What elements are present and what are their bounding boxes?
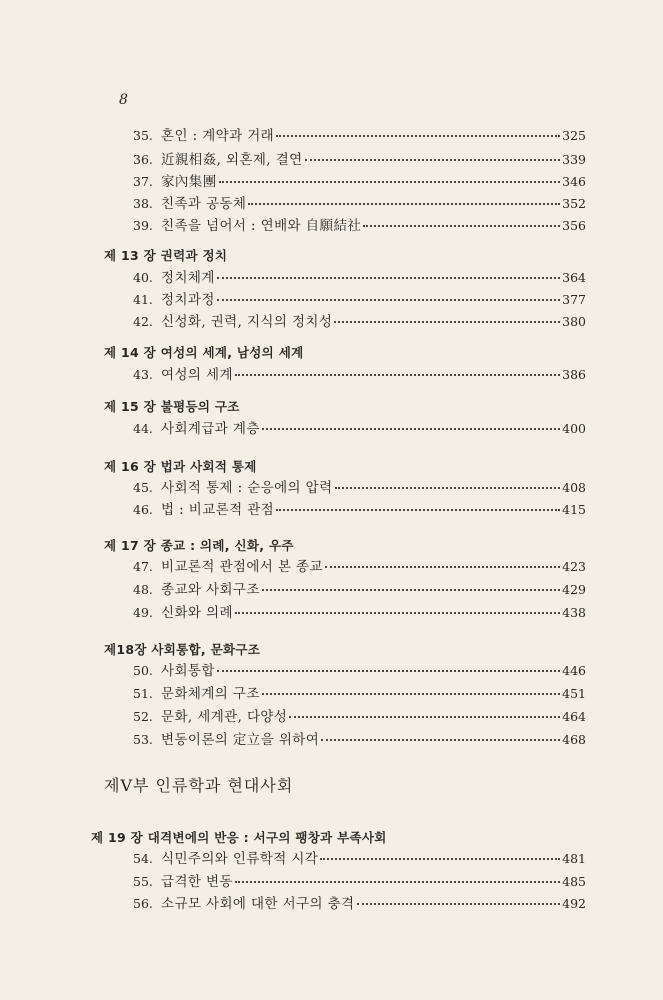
chapter-heading: 제 13 장 권력과 정치 (104, 248, 228, 263)
page-number: 8 (119, 92, 128, 108)
entry-number: 36. (133, 152, 153, 167)
entry-number: 38. (133, 196, 153, 211)
entry-number: 48. (133, 582, 153, 597)
entry-page: 325 (562, 128, 586, 143)
dot-leader (276, 509, 560, 511)
dot-leader (357, 903, 561, 905)
toc-entry (133, 288, 586, 308)
entry-title: 식민주의와 인류학적 시각 (161, 851, 319, 867)
dot-leader (262, 589, 560, 591)
entry-page: 415 (562, 502, 586, 517)
entry-page: 423 (562, 559, 586, 574)
entry-title: 문화, 세계관, 다양성 (161, 709, 288, 725)
entry-number: 55. (133, 874, 153, 889)
entry-page: 364 (562, 270, 586, 285)
chapter-heading: 제 16 장 법과 사회적 통제 (104, 459, 257, 474)
entry-title: 家內集團 (161, 174, 217, 190)
entry-number: 51. (133, 686, 153, 701)
dot-leader (335, 487, 561, 489)
dot-leader (235, 612, 560, 614)
entry-page: 400 (562, 421, 586, 436)
entry-page: 356 (562, 218, 586, 233)
entry-page: 492 (562, 896, 586, 911)
entry-number: 53. (133, 732, 153, 747)
entry-page: 408 (562, 480, 586, 495)
toc-entry (133, 363, 586, 383)
entry-title: 친족과 공동체 (161, 196, 247, 212)
entry-title: 정치체계 (161, 270, 215, 286)
entry-title: 신화와 의례 (161, 605, 233, 621)
entry-number: 42. (133, 314, 153, 329)
dot-leader (217, 277, 560, 279)
toc-entry (133, 476, 586, 496)
entry-number: 41. (133, 292, 153, 307)
entry-title: 사회계급과 계층 (161, 421, 260, 437)
entry-number: 44. (133, 421, 153, 436)
dot-leader (289, 716, 560, 718)
entry-page: 468 (562, 732, 586, 747)
toc-entry (133, 148, 586, 168)
dot-leader (235, 374, 560, 376)
entry-page: 377 (562, 292, 586, 307)
entry-number: 40. (133, 270, 153, 285)
entry-title: 사회통합 (161, 663, 215, 679)
entry-number: 37. (133, 174, 153, 189)
entry-page: 380 (562, 314, 586, 329)
entry-page: 451 (562, 686, 586, 701)
entry-page: 446 (562, 663, 586, 678)
entry-page: 386 (562, 367, 586, 382)
dot-leader (262, 693, 560, 695)
entry-title: 종교와 사회구조 (161, 582, 260, 598)
entry-page: 339 (562, 152, 586, 167)
toc-entry (133, 659, 586, 679)
entry-page: 346 (562, 174, 586, 189)
dot-leader (321, 739, 560, 741)
entry-page: 352 (562, 196, 586, 211)
entry-page: 464 (562, 709, 586, 724)
toc-entry (133, 192, 586, 212)
dot-leader (334, 321, 560, 323)
toc-entry (133, 892, 586, 912)
toc-entry (133, 170, 586, 190)
entry-title: 혼인 : 계약과 거래 (161, 128, 275, 144)
entry-number: 54. (133, 851, 153, 866)
entry-page: 429 (562, 582, 586, 597)
chapter-heading: 제 17 장 종교 : 의례, 신화, 우주 (104, 538, 294, 553)
entry-number: 49. (133, 605, 153, 620)
toc-entry (133, 870, 586, 890)
toc-entry (133, 266, 586, 286)
dot-leader (235, 881, 560, 883)
entry-title: 近親相姦, 외혼제, 결연 (161, 152, 303, 168)
entry-title: 비교론적 관점에서 본 종교 (161, 559, 323, 575)
toc-entry (133, 417, 586, 437)
entry-number: 46. (133, 502, 153, 517)
entry-title: 변동이론의 定立을 위하여 (161, 732, 320, 748)
dot-leader (320, 858, 560, 860)
entry-number: 52. (133, 709, 153, 724)
dot-leader (219, 181, 561, 183)
chapter-heading: 제 19 장 대격변에의 반응 : 서구의 팽창과 부족사회 (91, 830, 387, 845)
dot-leader (217, 299, 560, 301)
dot-leader (325, 566, 560, 568)
chapter-heading: 제 14 장 여성의 세계, 남성의 세계 (104, 345, 304, 360)
entry-title: 친족을 넘어서 : 연배와 自願結社 (161, 218, 362, 234)
entry-page: 438 (562, 605, 586, 620)
entry-title: 법 : 비교론적 관점 (161, 502, 275, 518)
entry-number: 50. (133, 663, 153, 678)
entry-title: 여성의 세계 (161, 367, 233, 383)
entry-number: 47. (133, 559, 153, 574)
entry-number: 35. (133, 128, 153, 143)
entry-title: 신성화, 권력, 지식의 정치성 (161, 314, 333, 330)
dot-leader (363, 225, 560, 227)
toc-entry (133, 214, 586, 234)
dot-leader (217, 670, 560, 672)
entry-title: 정치과정 (161, 292, 215, 308)
toc-entry (133, 728, 586, 748)
entry-page: 485 (562, 874, 586, 889)
toc-entry (133, 705, 586, 725)
entry-title: 소규모 사회에 대한 서구의 충격 (161, 896, 355, 912)
dot-leader (248, 203, 560, 205)
chapter-heading: 제18장 사회통합, 문화구조 (104, 642, 261, 657)
toc-entry (133, 847, 586, 867)
entry-number: 45. (133, 480, 153, 495)
entry-number: 56. (133, 896, 153, 911)
toc-entry (133, 310, 586, 330)
entry-title: 급격한 변동 (161, 874, 233, 890)
dot-leader (262, 428, 560, 430)
toc-entry (133, 682, 586, 702)
toc-entry (133, 124, 586, 144)
toc-entry (133, 601, 586, 621)
dot-leader (276, 135, 560, 137)
entry-title: 문화체계의 구조 (161, 686, 260, 702)
dot-leader (305, 159, 561, 161)
toc-entry (133, 578, 586, 598)
chapter-heading: 제 15 장 불평등의 구조 (104, 399, 240, 414)
entry-number: 43. (133, 367, 153, 382)
part-heading: 제Ⅴ부 인류학과 현대사회 (104, 776, 294, 795)
toc-entry (133, 498, 586, 518)
entry-title: 사회적 통제 : 순응에의 압력 (161, 480, 333, 496)
entry-number: 39. (133, 218, 153, 233)
entry-page: 481 (562, 851, 586, 866)
toc-entry (133, 555, 586, 575)
